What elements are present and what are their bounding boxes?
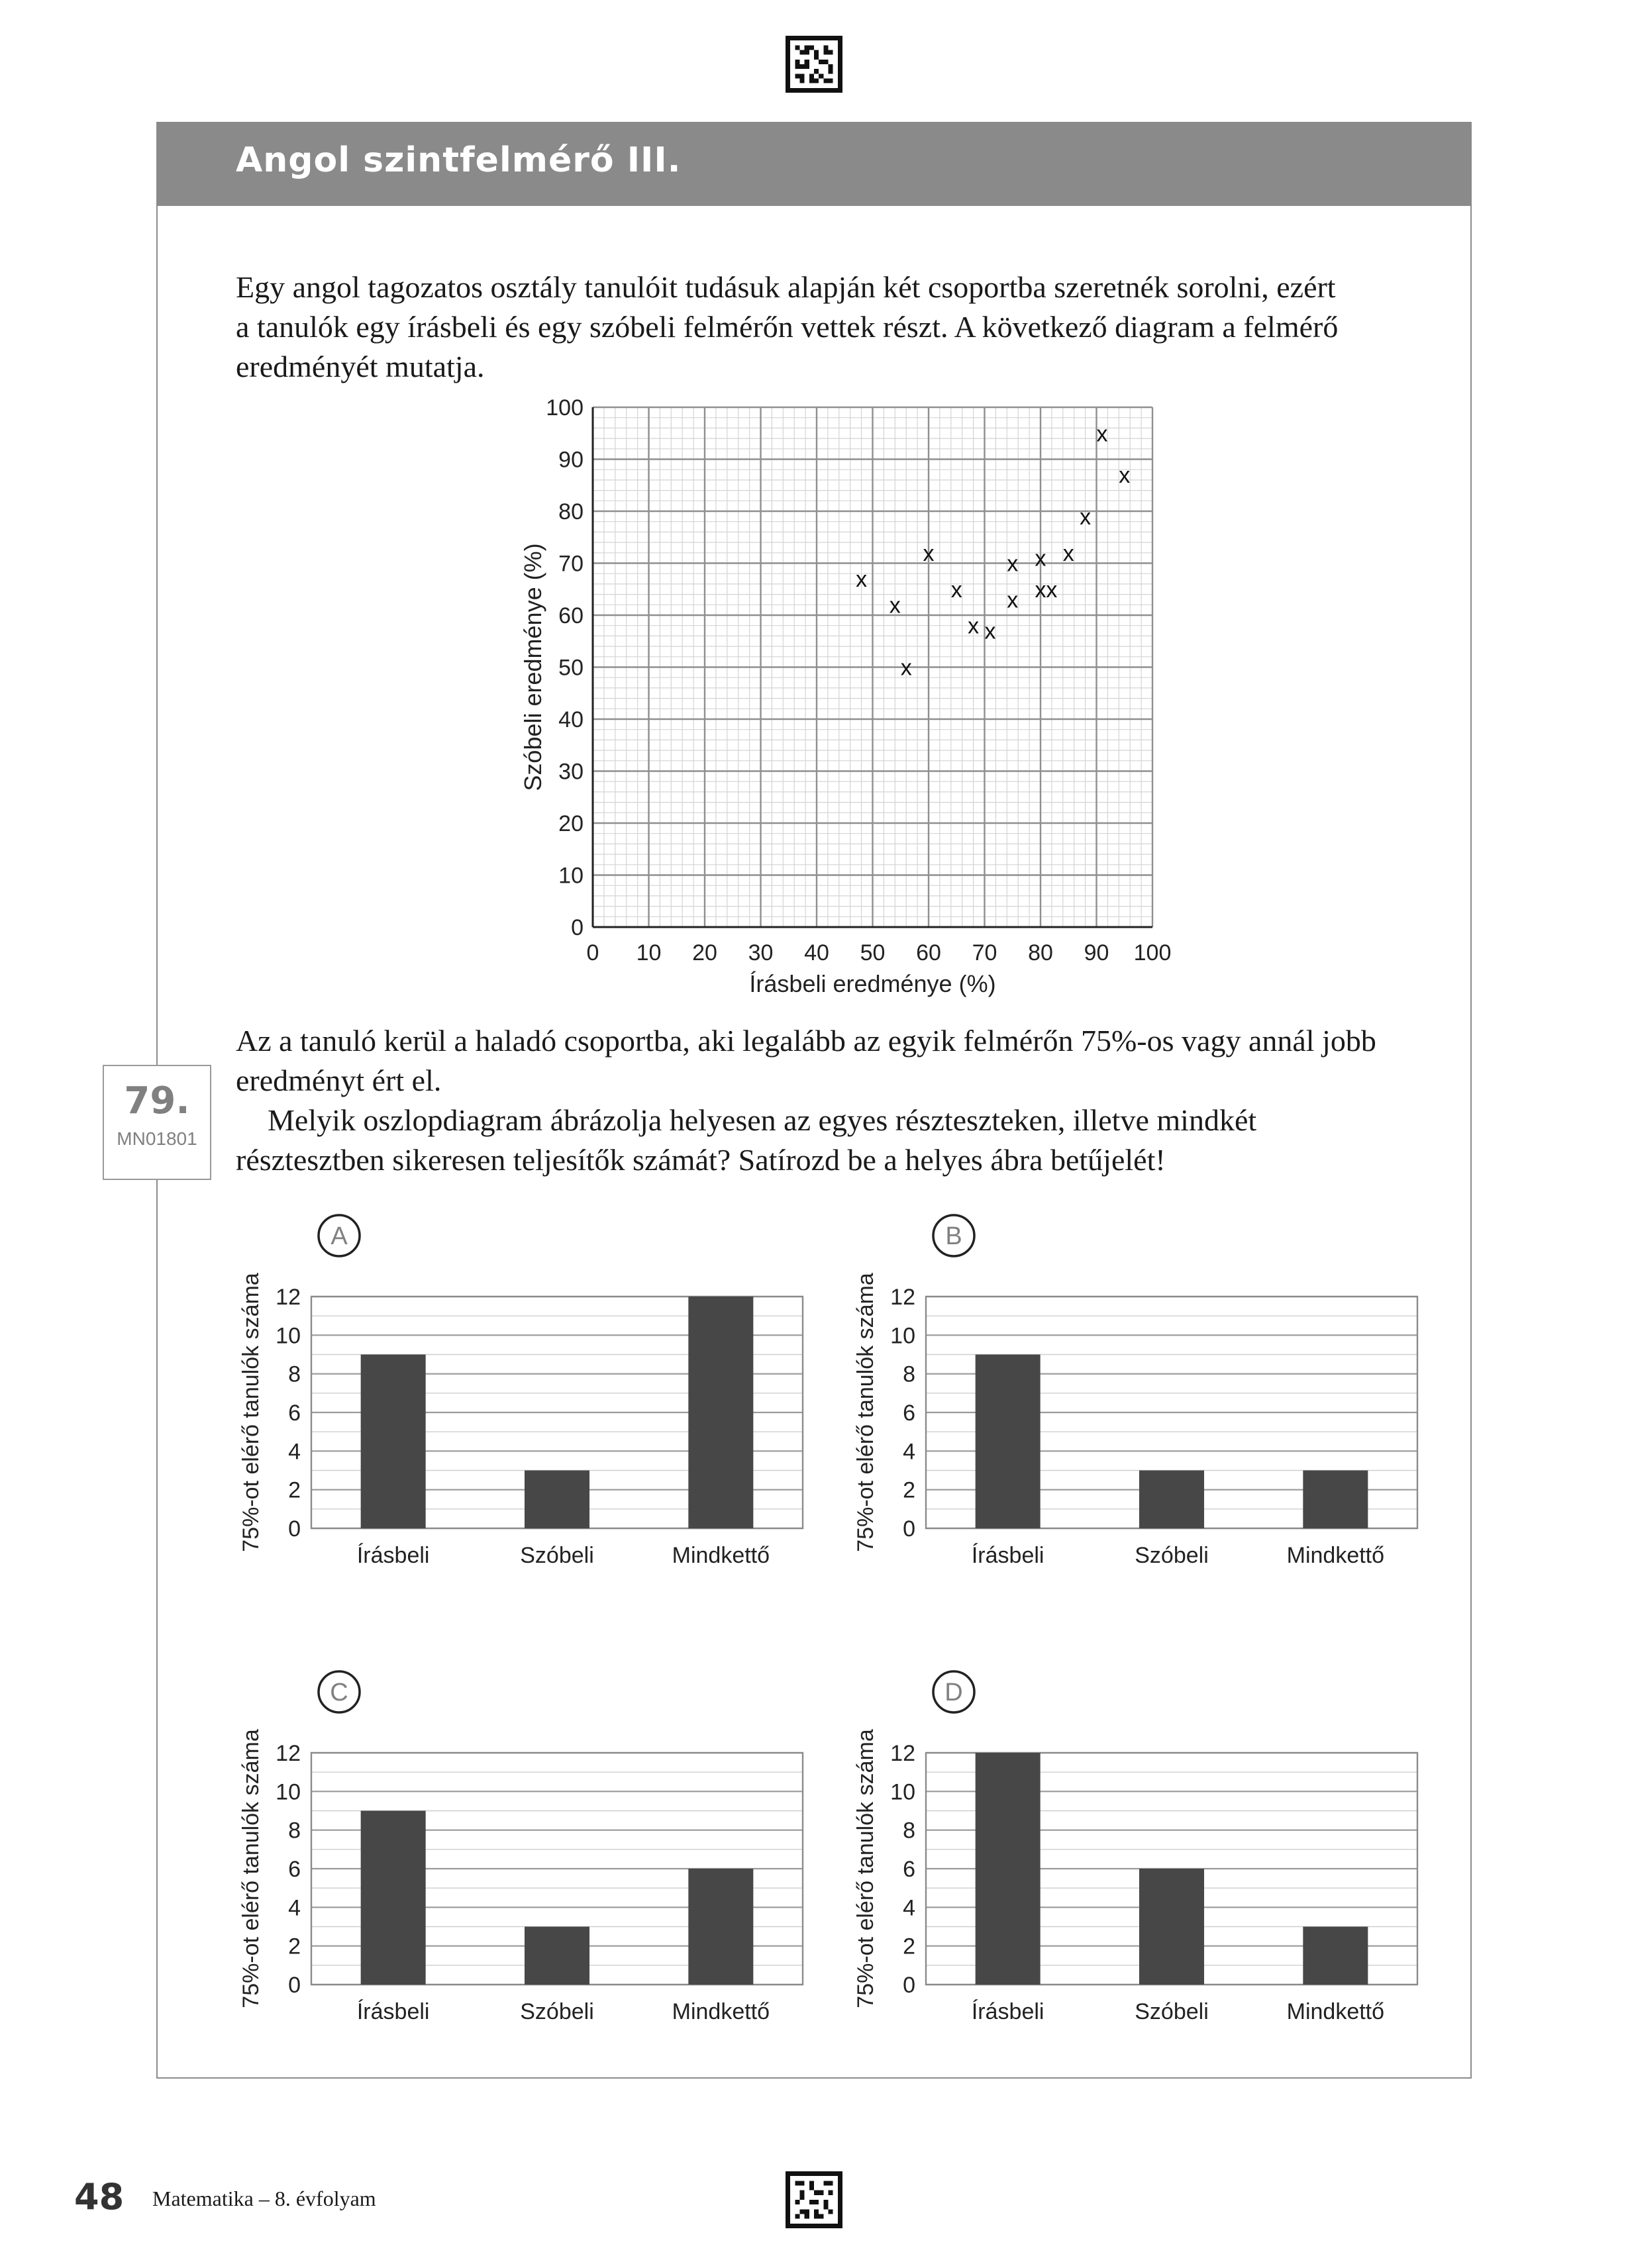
scatter-point: x [1046, 577, 1058, 603]
scatter-point: x [856, 567, 868, 593]
y-tick-label: 10 [276, 1779, 301, 1805]
scatter-point: x [984, 618, 996, 644]
y-tick-label: 8 [288, 1818, 301, 1844]
y-tick-label: 6 [288, 1401, 301, 1426]
x-category-label: Írásbeli [971, 1543, 1044, 1568]
x-category-label: Mindkettő [1286, 1543, 1385, 1568]
y-tick-label: 50 [558, 655, 584, 681]
bar [688, 1297, 753, 1528]
y-tick-label: 4 [903, 1439, 915, 1465]
bar-chart-option-c[interactable] [238, 1659, 835, 2030]
scatter-point: x [923, 540, 935, 566]
y-tick-label: 60 [558, 603, 584, 628]
scatter-chart [503, 391, 1192, 1013]
scatter-point: x [1080, 504, 1092, 530]
y-axis-title: 75%-ot elérő tanulók száma [853, 1729, 878, 2008]
intro-line-3: eredményét mutatja. [236, 350, 485, 383]
y-tick-label: 40 [558, 707, 584, 732]
x-category-label: Szóbeli [520, 1543, 594, 1568]
y-tick-label: 0 [903, 1516, 915, 1542]
qr-code-icon [786, 2171, 842, 2228]
intro-line-2: a tanulók egy írásbeli és egy szóbeli felmérőn vettek részt. A következő diagram a felmérő [236, 310, 1339, 344]
scatter-point: x [968, 613, 980, 639]
y-tick-label: 0 [571, 915, 584, 940]
y-tick-label: 6 [288, 1857, 301, 1882]
y-tick-label: 10 [558, 863, 584, 889]
bar-chart-option-b[interactable] [853, 1203, 1449, 1573]
y-axis-title: Szóbeli eredménye (%) [519, 543, 546, 791]
y-tick-label: 2 [288, 1934, 301, 1959]
x-category-label: Írásbeli [356, 1543, 430, 1568]
question-line-2: eredményt ért el. [236, 1063, 442, 1097]
bar [976, 1753, 1041, 1985]
x-tick-label: 70 [972, 940, 997, 965]
x-tick-label: 40 [804, 940, 829, 965]
x-tick-label: 20 [692, 940, 717, 965]
x-tick-label: 60 [916, 940, 941, 965]
y-tick-label: 12 [890, 1741, 915, 1766]
y-tick-label: 6 [903, 1401, 915, 1426]
y-tick-label: 0 [903, 1973, 915, 1998]
y-tick-label: 4 [288, 1439, 301, 1465]
scatter-point: x [900, 655, 912, 681]
x-category-label: Mindkettő [1286, 1999, 1385, 2024]
footer-subject: Matematika – 8. évfolyam [152, 2187, 376, 2210]
y-tick-label: 80 [558, 499, 584, 524]
scatter-point: x [1007, 551, 1019, 577]
x-category-label: Írásbeli [971, 1999, 1044, 2024]
x-category-label: Szóbeli [520, 1999, 594, 2024]
x-category-label: Írásbeli [356, 1999, 430, 2024]
bar-chart-option-d[interactable] [853, 1659, 1449, 2030]
qr-code-icon [786, 36, 842, 93]
scatter-point: x [1096, 421, 1108, 447]
y-tick-label: 30 [558, 759, 584, 785]
option-letter: D [944, 1679, 963, 1706]
x-tick-label: 10 [636, 940, 662, 965]
y-axis-title: 75%-ot elérő tanulók száma [853, 1273, 878, 1552]
y-tick-label: 8 [903, 1818, 915, 1844]
question-line-1: Az a tanuló kerül a haladó csoportba, aki legalább az egyik felmérőn 75%-os vagy annál jobb [236, 1024, 1376, 1058]
page-title: Angol szintfelmérő III. [236, 140, 682, 180]
bar [361, 1355, 426, 1529]
bar [1139, 1869, 1204, 1985]
bar [525, 1927, 589, 1985]
question-line-3: Melyik oszlopdiagram ábrázolja helyesen az egyes részteszteken, illetve mindkét [268, 1103, 1257, 1137]
bar [688, 1869, 753, 1985]
x-axis-title: Írásbeli eredménye (%) [749, 970, 996, 997]
scatter-point: x [889, 593, 901, 618]
task-number: 79. [124, 1079, 190, 1122]
y-tick-label: 4 [903, 1895, 915, 1921]
scatter-point: x [1007, 587, 1019, 613]
scatter-point: x [950, 577, 962, 603]
bar [1139, 1471, 1204, 1529]
x-tick-label: 90 [1084, 940, 1109, 965]
y-tick-label: 12 [276, 1741, 301, 1766]
y-tick-label: 6 [903, 1857, 915, 1882]
question-paragraph [236, 1021, 1468, 1180]
y-tick-label: 2 [903, 1934, 915, 1959]
option-letter: B [945, 1222, 962, 1250]
y-tick-label: 8 [288, 1361, 301, 1387]
x-category-label: Szóbeli [1135, 1543, 1209, 1568]
y-tick-label: 4 [288, 1895, 301, 1921]
bar [525, 1471, 589, 1529]
y-tick-label: 2 [903, 1477, 915, 1503]
scatter-point: x [1062, 540, 1074, 566]
y-tick-label: 10 [890, 1779, 915, 1805]
y-tick-label: 0 [288, 1973, 301, 1998]
y-tick-label: 2 [288, 1477, 301, 1503]
scatter-point: x [1119, 463, 1131, 489]
scatter-point: x [1035, 577, 1046, 603]
x-tick-label: 30 [748, 940, 774, 965]
intro-paragraph [236, 268, 1461, 387]
x-category-label: Mindkettő [672, 1999, 770, 2024]
option-letter: C [330, 1679, 348, 1706]
x-category-label: Mindkettő [672, 1543, 770, 1568]
y-tick-label: 10 [890, 1323, 915, 1349]
bar [1303, 1471, 1368, 1529]
y-tick-label: 70 [558, 551, 584, 577]
question-line-4: résztesztben sikeresen teljesítők számát? Satírozd be a helyes ábra betűjelét! [236, 1143, 1166, 1177]
y-tick-label: 20 [558, 811, 584, 836]
y-tick-label: 0 [288, 1516, 301, 1542]
y-tick-label: 12 [276, 1285, 301, 1310]
y-tick-label: 8 [903, 1361, 915, 1387]
intro-line-1: Egy angol tagozatos osztály tanulóit tudásuk alapján két csoportba szeretnék sorolni, ezért [236, 270, 1336, 304]
task-number-box [103, 1065, 211, 1180]
scatter-point: x [1035, 546, 1046, 571]
y-tick-label: 90 [558, 447, 584, 473]
bar [976, 1355, 1041, 1529]
x-tick-label: 0 [586, 940, 599, 965]
y-axis-title: 75%-ot elérő tanulók száma [238, 1273, 264, 1552]
option-letter: A [331, 1222, 348, 1250]
x-category-label: Szóbeli [1135, 1999, 1209, 2024]
bar [1303, 1927, 1368, 1985]
task-code: MN01801 [117, 1128, 197, 1149]
y-axis-title: 75%-ot elérő tanulók száma [238, 1729, 264, 2008]
y-tick-label: 10 [276, 1323, 301, 1349]
x-tick-label: 50 [860, 940, 886, 965]
x-tick-label: 80 [1028, 940, 1053, 965]
page-number: 48 [74, 2176, 125, 2218]
bar [361, 1811, 426, 1985]
y-tick-label: 100 [546, 395, 584, 420]
bar-chart-option-a[interactable] [238, 1203, 835, 1573]
y-tick-label: 12 [890, 1285, 915, 1310]
x-tick-label: 100 [1133, 940, 1172, 965]
